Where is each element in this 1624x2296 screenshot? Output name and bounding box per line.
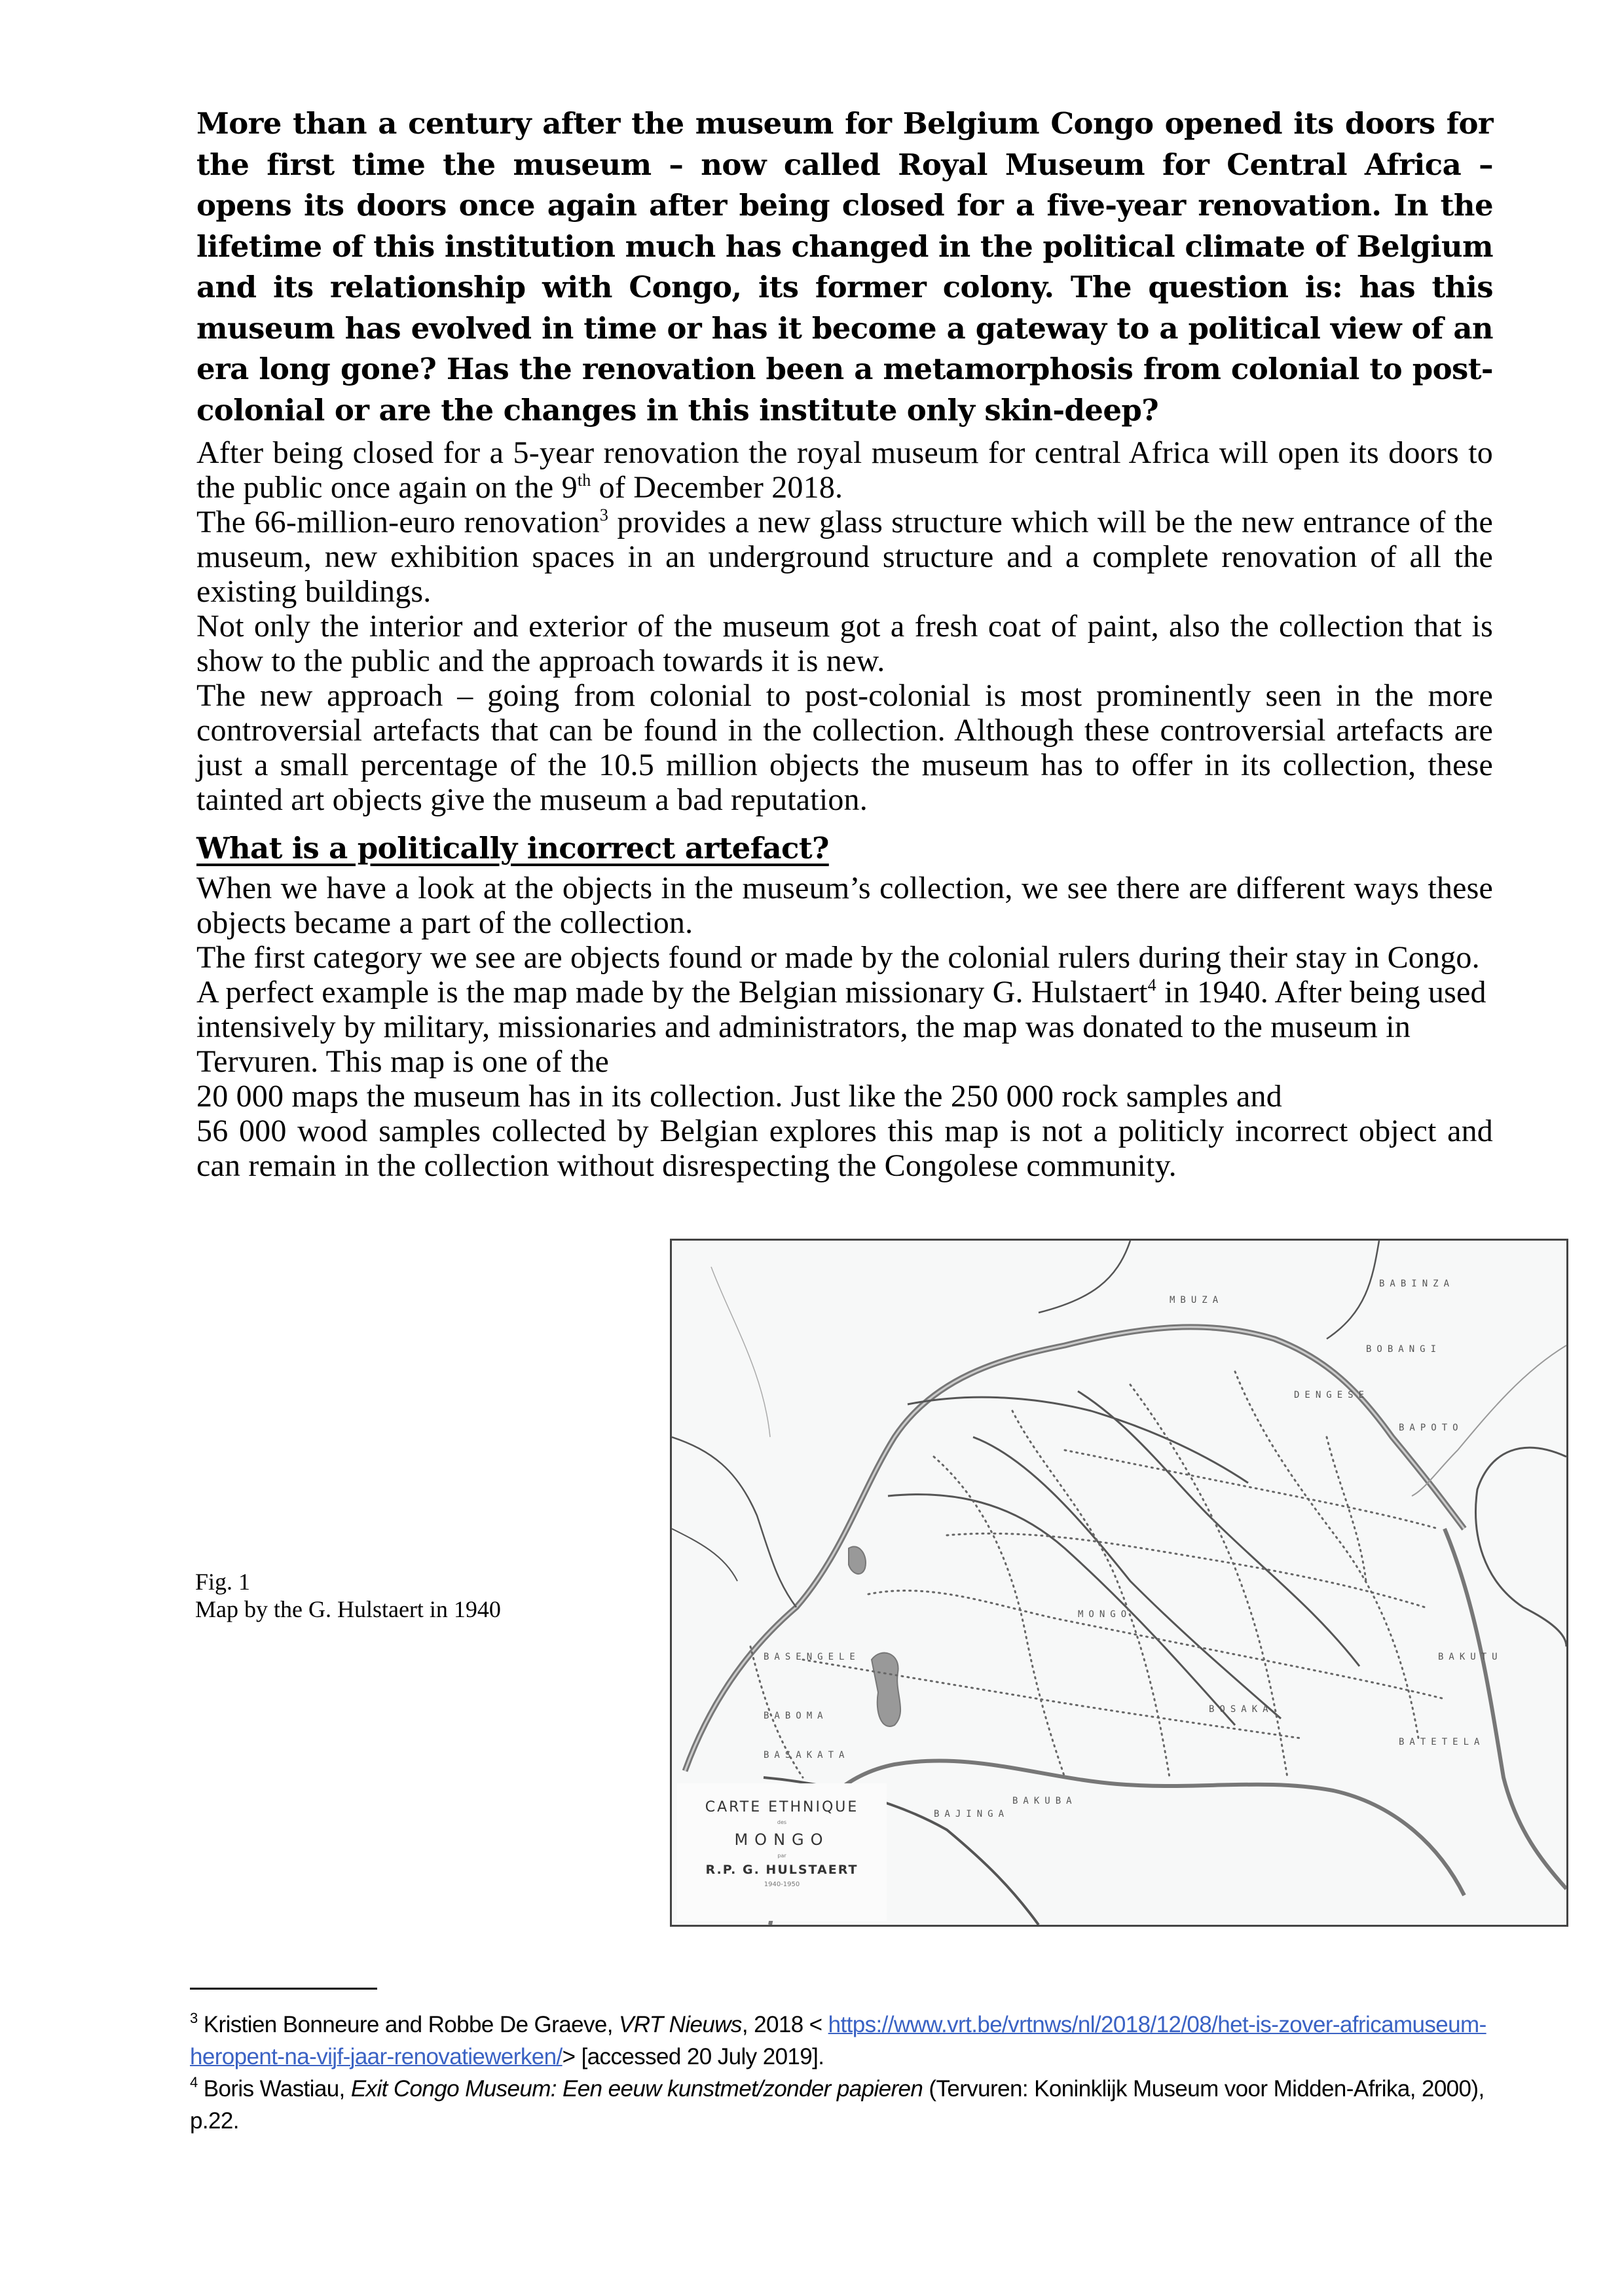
paragraph: When we have a look at the objects in the museum’s collection, we see there are different ways these objects became a part of the collection.: [196, 871, 1493, 940]
map-years: 1940-1950: [764, 1881, 800, 1888]
paragraph: The 66-million-euro renovation$^3$ provides a new glass structure which will be the new entrance of the museum, new exhibition spaces in an underground structure and a complete renovation of all the existing buildings.: [196, 505, 1494, 609]
svg-text:BOSAKA: BOSAKA: [1209, 1704, 1274, 1715]
figure-label: Fig. 1: [195, 1569, 251, 1595]
figure-caption: [195, 1568, 501, 1623]
section-heading: What is a politically incorrect artefact?: [196, 831, 829, 866]
paragraph: After being closed for a 5-year renovation the royal museum for central Africa will open its doors to the public once again on the 9th of December 2018.: [196, 435, 1493, 505]
footnote-ref-3[interactable]: 3: [599, 505, 609, 524]
map-title: CARTE ETHNIQUE: [705, 1799, 859, 1815]
svg-text:BAPOTO: BAPOTO: [1399, 1423, 1464, 1433]
svg-text:BASENGELE: BASENGELE: [764, 1652, 860, 1662]
svg-text:MBUZA: MBUZA: [1170, 1295, 1224, 1305]
svg-text:BABOMA: BABOMA: [764, 1711, 828, 1721]
section-renovation: [196, 435, 1493, 817]
svg-text:BAJINGA: BAJINGA: [934, 1809, 1010, 1819]
paragraph: The first category we see are objects found or made by the colonial rulers during their stay in Congo. A perfect example is the map made by the Belgian missionary G. Hulstaert$^4$ in 1940. After being used intensively by military, missionaries and administrators, the map was donated to the museum in Tervuren. This map is one of the: [196, 940, 1486, 1079]
paragraph: The new approach – going from colonial to post-colonial is most prominently seen in the more controversial artefacts that can be found in the collection. Although these controversial artefacts are just a small percentage of the 10.5 million objects the museum has to offer in its collection, these tainted art objects give the museum a bad reputation.: [196, 678, 1493, 817]
footnote-3: $^3$ Kristien Bonneure and Robbe De Graeve, VRT Nieuws, 2018 < https://www.vrt.be/vrtnws/nl/2018/12/08/het-is-zover-africamuseum-heropent-na-vijf-jaar-renovatiewerken/> [accessed 20 July 2019].: [190, 2010, 1486, 2069]
svg-text:DENGESE: DENGESE: [1294, 1390, 1370, 1400]
map-legend: CARTE ETHNIQUE des MONGO par R.P. G. HULSTAERT 1940-1950: [677, 1783, 887, 1921]
svg-text:BAKUBA: BAKUBA: [1012, 1796, 1077, 1806]
section-artefact: [196, 871, 1493, 1183]
svg-text:BAKUTU: BAKUTU: [1438, 1652, 1503, 1662]
footnote-link[interactable]: https://www.vrt.be/vrtnws/nl/2018/12/08/het-is-zover-africamuseum-heropent-na-vijf-jaar-renovatiewerken/: [190, 2012, 1486, 2069]
map-author: R.P. G. HULSTAERT: [705, 1863, 858, 1877]
paragraph: Not only the interior and exterior of the museum got a fresh coat of paint, also the collection that is show to the public and the approach towards it is new.: [196, 609, 1493, 678]
figure-description: Map by the G. Hulstaert in 1940: [195, 1596, 501, 1622]
svg-text:BASAKATA: BASAKATA: [764, 1750, 850, 1760]
intro-paragraph: More than a century after the museum for Belgium Congo opened its doors for the first time the museum – now called Royal Museum for Central Africa – opens its doors once again after being closed for a five-year renovation. In the lifetime of this institution much has changed in the political climate of Belgium and its relationship with Congo, its former colony. The question is: has this museum has evolved in time or has it become a gateway to a political view of an era long gone? Has the renovation been a metamorphosis from colonial to post-colonial or are the changes in this institute only skin-deep?: [196, 106, 1493, 428]
footnote-separator: [190, 1988, 377, 1990]
footnote-ref-4[interactable]: 4: [1147, 975, 1156, 994]
footnotes: [190, 2009, 1506, 2137]
svg-text:BABINZA: BABINZA: [1379, 1279, 1455, 1289]
superscript-ordinal: th: [577, 471, 591, 490]
footnote-4: $^4$ Boris Wastiau, Exit Congo Museum: Een eeuw kunstmet/zonder papieren (Tervuren: Koninklijk Museum voor Midden-Afrika, 2000), p.22.: [190, 2074, 1485, 2134]
paragraph: 56 000 wood samples collected by Belgian explores this map is not a politicly incorrect object and can remain in the collection without disrespecting the Congolese community.: [196, 1114, 1493, 1183]
svg-text:MONGO: MONGO: [1078, 1609, 1132, 1620]
svg-text:BOBANGI: BOBANGI: [1366, 1344, 1442, 1355]
map-subject: MONGO: [734, 1831, 830, 1849]
map-figure: [670, 1239, 1568, 1927]
svg-text:BATETELA: BATETELA: [1399, 1737, 1485, 1747]
paragraph-line: 20 000 maps the museum has in its collection. Just like the 250 000 rock samples and: [196, 1079, 1282, 1114]
